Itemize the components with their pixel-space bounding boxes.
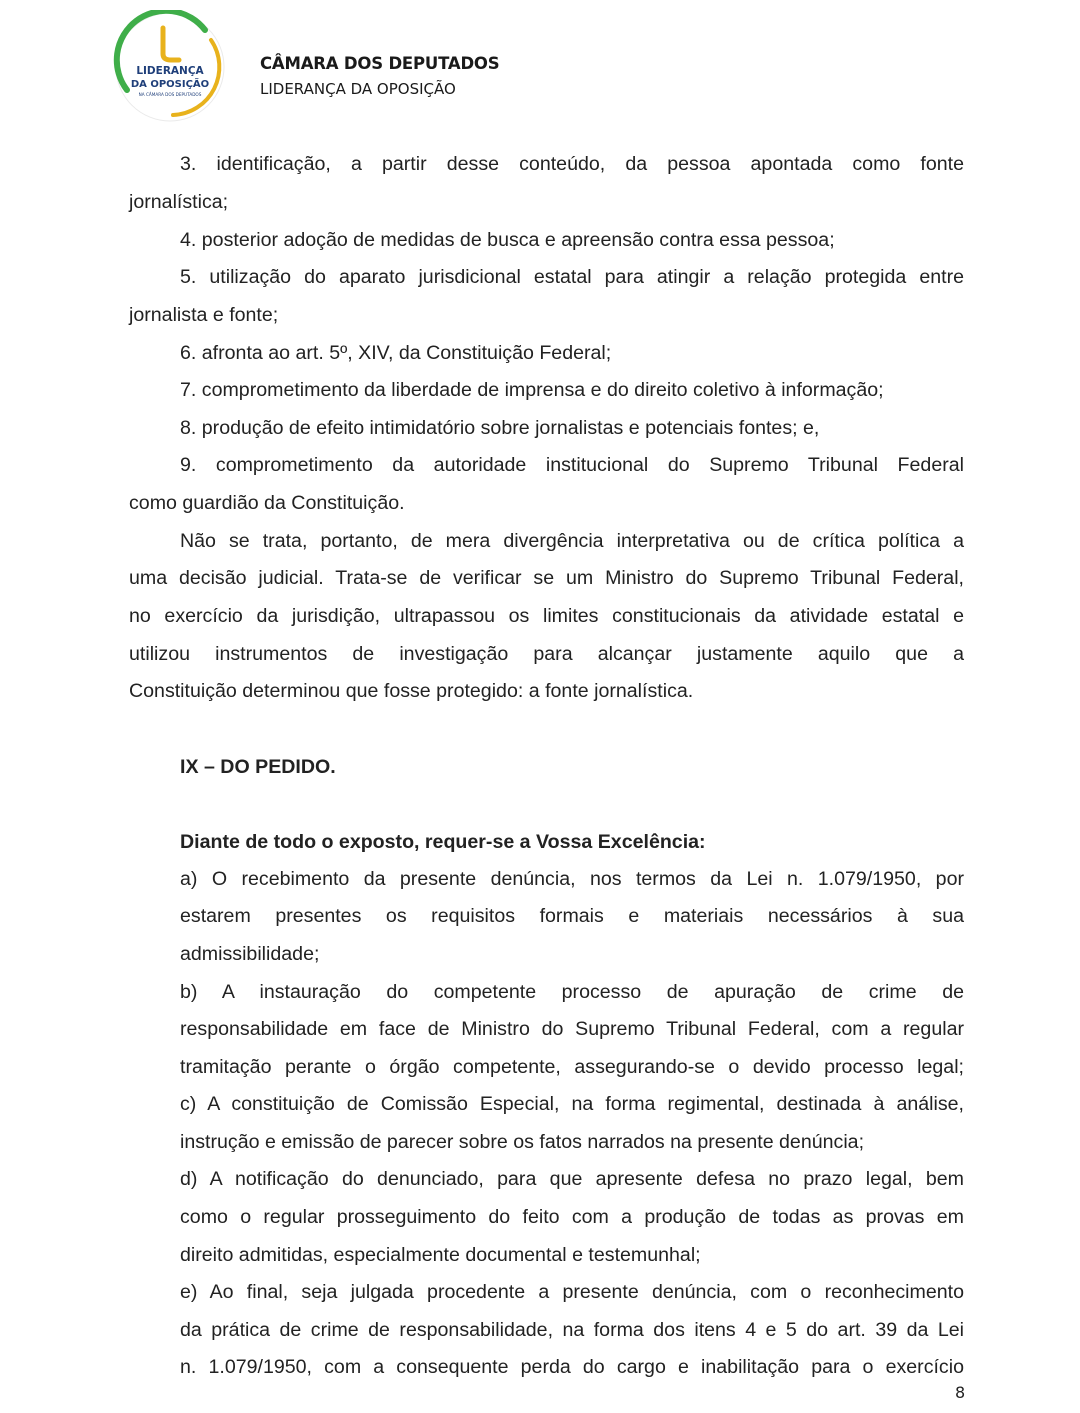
request-e-line-3: n. 1.079/1950, com a consequente perda do cargo e inabilitação para o exercício <box>180 1356 964 1378</box>
request-b-line-1: b) A instauração do competente processo de apuração de crime de <box>180 981 964 1003</box>
logo-text-3: NA CÂMARA DOS DEPUTADOS <box>138 92 202 97</box>
logo-text-2: DA OPOSIÇÃO <box>130 79 210 90</box>
list-item-8: 8. produção de efeito intimidatório sobre jornalistas e potenciais fontes; e, <box>180 417 820 439</box>
list-item-5-line-1: 5. utilização do aparato jurisdicional estatal para atingir a relação protegida entre <box>180 266 964 288</box>
list-item-9-line-2: como guardião da Constituição. <box>129 492 405 514</box>
paragraph-line-1: Não se trata, portanto, de mera divergência interpretativa ou de crítica política a <box>180 530 964 552</box>
request-a-line-2: estarem presentes os requisitos formais e materiais necessários à sua <box>180 905 964 927</box>
section-heading: IX – DO PEDIDO. <box>180 756 336 778</box>
request-a-line-3: admissibilidade; <box>180 943 320 965</box>
request-d-line-2: como o regular prosseguimento do feito com a produção de todas as provas em <box>180 1206 964 1228</box>
request-b-line-3: tramitação perante o órgão competente, assegurando-se o devido processo legal; <box>180 1056 964 1078</box>
page-number: 8 <box>955 1383 966 1402</box>
header-title: CÂMARA DOS DEPUTADOS <box>260 54 500 73</box>
paragraph-line-3: no exercício da jurisdição, ultrapassou os limites constitucionais da atividade estatal e <box>129 605 964 627</box>
paragraph-line-5: Constituição determinou que fosse protegido: a fonte jornalística. <box>129 680 694 702</box>
list-item-5-line-2: jornalista e fonte; <box>129 304 279 326</box>
list-item-9-line-1: 9. comprometimento da autoridade institucional do Supremo Tribunal Federal <box>180 454 964 476</box>
request-e-line-1: e) Ao final, seja julgada procedente a presente denúncia, com o reconhecimento <box>180 1281 964 1303</box>
logo-text-1: LIDERANÇA <box>136 65 204 77</box>
lideranca-oposicao-logo <box>113 10 227 124</box>
paragraph-line-2: uma decisão judicial. Trata-se de verificar se um Ministro do Supremo Tribunal Federal, <box>129 567 964 589</box>
list-item-3-line-2: jornalística; <box>129 191 229 213</box>
request-a-line-1: a) O recebimento da presente denúncia, nos termos da Lei n. 1.079/1950, por <box>180 868 964 890</box>
list-item-3-line-1: 3. identificação, a partir desse conteúdo, da pessoa apontada como fonte <box>180 153 964 175</box>
header-subtitle: LIDERANÇA DA OPOSIÇÃO <box>260 80 456 98</box>
request-intro: Diante de todo o exposto, requer-se a Vossa Excelência: <box>180 831 706 853</box>
paragraph-line-4: utilizou instrumentos de investigação para alcançar justamente aquilo que a <box>129 643 964 665</box>
request-c-line-1: c) A constituição de Comissão Especial, na forma regimental, destinada à análise, <box>180 1093 964 1115</box>
request-d-line-1: d) A notificação do denunciado, para que apresente defesa no prazo legal, bem <box>180 1168 964 1190</box>
request-c-line-2: instrução e emissão de parecer sobre os fatos narrados na presente denúncia; <box>180 1131 865 1153</box>
request-b-line-2: responsabilidade em face de Ministro do Supremo Tribunal Federal, com a regular <box>180 1018 964 1040</box>
request-d-line-3: direito admitidas, especialmente documental e testemunhal; <box>180 1244 701 1266</box>
list-item-4: 4. posterior adoção de medidas de busca e apreensão contra essa pessoa; <box>180 229 835 251</box>
list-item-7: 7. comprometimento da liberdade de imprensa e do direito coletivo à informação; <box>180 379 884 401</box>
list-item-6: 6. afronta ao art. 5º, XIV, da Constituição Federal; <box>180 342 612 364</box>
request-e-line-2: da prática de crime de responsabilidade, na forma dos itens 4 e 5 do art. 39 da Lei <box>180 1319 964 1341</box>
